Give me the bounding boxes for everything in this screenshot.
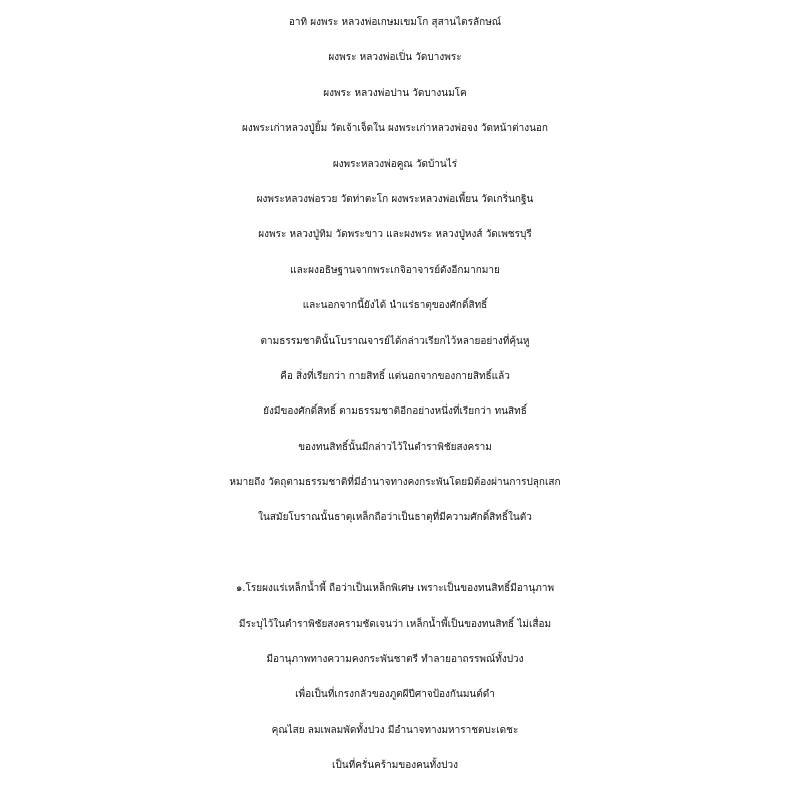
- text-line: ๑.โรยผงแร่เหล็กน้ำพี้ ถือว่าเป็นเหล็กพิเศษ เพราะเป็นของทนสิทธิ์มีอานุภาพ: [235, 583, 555, 595]
- text-line: เพื่อเป็นที่เกรงกลัวของภูตผีปีศาจป้องกันมนต์ดำ: [295, 689, 495, 701]
- paragraph-1: [0, 5, 790, 536]
- text-line: ของทนสิทธิ์นั้นมีกล่าวไว้ในตำราพิชัยสงคราม: [298, 441, 492, 453]
- text-line: หมายถึง วัตถุตามธรรมชาติที่มีอำนาจทางคงกระพันโดยมิต้องผ่านการปลุกเสก: [229, 477, 561, 489]
- text-line: มีอานุภาพทางความคงกระพันชาตรี ทำลายอาถรรพณ์ทั้งปวง: [266, 654, 524, 666]
- text-line: คุณไสย ลมเพลมพัดทั้งปวง มีอำนาจทางมหาราชตบะเดชะ: [271, 724, 519, 736]
- text-line: ยังมีของศักดิ์สิทธิ์ ตามธรรมชาติอีกอย่างหนึ่งที่เรียกว่า ทนสิทธิ์: [263, 406, 527, 418]
- text-line: คือ สิ่งที่เรียกว่า กายสิทธิ์ แต่นอกจากของกายสิทธิ์แล้ว: [280, 370, 510, 382]
- text-line: ผงพระหลวงพ่อคูณ วัดบ้านไร่: [332, 158, 458, 170]
- document-text: [0, 5, 790, 784]
- text-line: อาทิ ผงพระ หลวงพ่อเกษมเขมโก สุสานไตรลักษณ์: [288, 17, 502, 28]
- text-line: เป็นที่ครั่นคร้ามของคนทั้งปวง: [332, 760, 458, 772]
- text-line: ผงพระ หลวงปู่ทิม วัดพระขาว และผงพระ หลวงปู่หงส์ วัดเพชรบุรี: [258, 229, 532, 241]
- text-line: และนอกจากนี้ยังได้ นำแร่ธาตุของศักดิ์สิทธิ์: [302, 300, 488, 312]
- text-line: มีระบุไว้ในตำราพิชัยสงครามชัดเจนว่า เหล็กน้ำพี้เป็นของทนสิทธิ์ ไม่เสื่อม: [238, 618, 552, 630]
- text-line: ในสมัยโบราณนั้นธาตุเหล็กถือว่าเป็นธาตุที่มีความศักดิ์สิทธิ์ในตัว: [258, 512, 532, 524]
- text-line: ตามธรรมชาตินั้นโบราณจารย์ได้กล่าวเรียกไว้หลายอย่างที่คุ้นหู: [260, 335, 530, 347]
- text-line: ผงพระหลวงพ่อรวย วัดท่าตะโก ผงพระหลวงพ่อเพี้ยน วัดเกริ่นกฐิน: [256, 193, 534, 205]
- text-line: ผงพระ หลวงพ่อปาน วัดบางนมโค: [323, 87, 467, 99]
- paragraph-2: [0, 571, 790, 783]
- paragraph-spacer: [0, 536, 790, 571]
- text-line: ผงพระ หลวงพ่อเปิ่น วัดบางพระ: [328, 52, 462, 64]
- text-line: และผงอธิษฐานจากพระเกจิอาจารย์ดังอีกมากมาย: [290, 264, 500, 276]
- text-line: ผงพระเก่าหลวงปู่ยิ้ม วัดเจ้าเจ็ดใน ผงพระเก่าหลวงพ่อจง วัดหน้าต่างนอก: [242, 123, 548, 135]
